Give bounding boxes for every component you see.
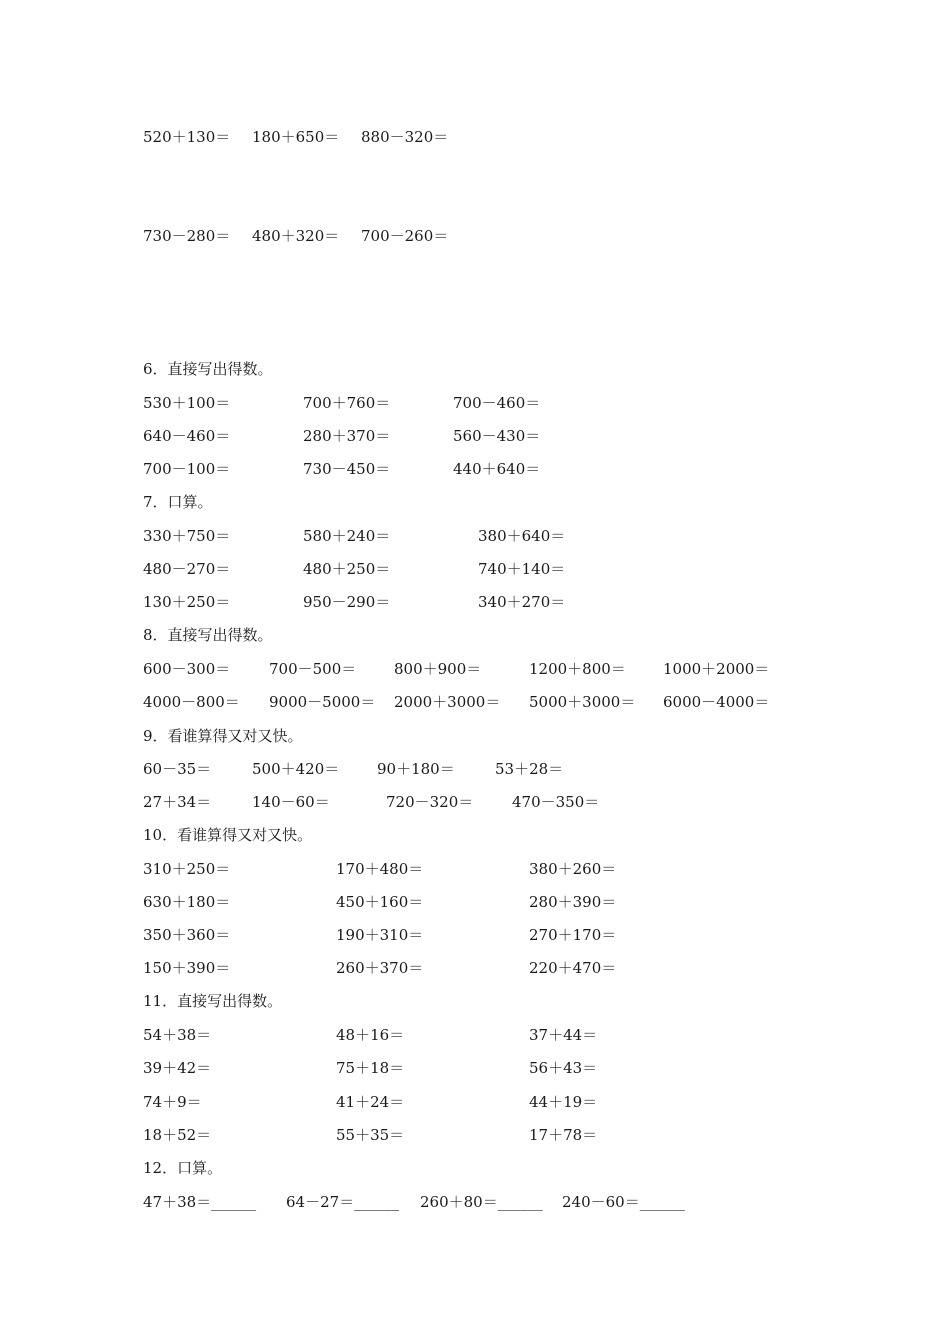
question-9-title: 9．看谁算得又对又快。: [143, 727, 303, 745]
equation: 730－450＝: [303, 460, 391, 478]
equation: 27＋34＝: [143, 793, 212, 811]
equation: 600－300＝: [143, 660, 231, 678]
equation: 130＋250＝: [143, 593, 231, 611]
equation: 260＋370＝: [336, 959, 424, 977]
equation: 520＋130＝: [143, 128, 231, 146]
exercise-row: [0, 392, 950, 414]
equation: 700－260＝: [361, 227, 449, 245]
equation-blank: 260＋80＝______: [420, 1193, 543, 1211]
exercise-row: [0, 957, 950, 979]
exercise-row: [0, 1057, 950, 1079]
equation: 190＋310＝: [336, 926, 424, 944]
equation: 170＋480＝: [336, 860, 424, 878]
question-10-title: 10．看谁算得又对又快。: [143, 826, 313, 844]
equation: 41＋24＝: [336, 1093, 405, 1111]
equation: 74＋9＝: [143, 1093, 202, 1111]
equation: 740＋140＝: [478, 560, 566, 578]
equation: 380＋640＝: [478, 527, 566, 545]
equation: 37＋44＝: [529, 1026, 598, 1044]
equation: 720－320＝: [386, 793, 474, 811]
question-title: [0, 624, 950, 646]
equation: 55＋35＝: [336, 1126, 405, 1144]
equation: 90＋180＝: [377, 760, 455, 778]
equation: 18＋52＝: [143, 1126, 212, 1144]
equation: 470－350＝: [512, 793, 600, 811]
equation: 630＋180＝: [143, 893, 231, 911]
equation: 440＋640＝: [453, 460, 541, 478]
exercise-row: [0, 1091, 950, 1113]
equation: 17＋78＝: [529, 1126, 598, 1144]
exercise-row: [0, 858, 950, 880]
equation: 9000－5000＝: [269, 693, 376, 711]
question-6-title: 6．直接写出得数。: [143, 360, 273, 378]
equation-blank: 64－27＝______: [286, 1193, 400, 1211]
exercise-row: [0, 891, 950, 913]
equation: 800＋900＝: [394, 660, 482, 678]
exercise-row: [0, 126, 950, 148]
exercise-row: [0, 658, 950, 680]
equation: 560－430＝: [453, 427, 541, 445]
question-title: [0, 824, 950, 846]
equation: 700＋760＝: [303, 394, 391, 412]
question-title: [0, 990, 950, 1012]
exercise-row: [0, 924, 950, 946]
equation: 48＋16＝: [336, 1026, 405, 1044]
equation: 1000＋2000＝: [663, 660, 770, 678]
exercise-row: [0, 558, 950, 580]
exercise-row: [0, 591, 950, 613]
equation: 340＋270＝: [478, 593, 566, 611]
equation-blank: 47＋38＝______: [143, 1193, 257, 1211]
equation: 270＋170＝: [529, 926, 617, 944]
equation: 220＋470＝: [529, 959, 617, 977]
equation: 5000＋3000＝: [529, 693, 636, 711]
equation: 140－60＝: [252, 793, 330, 811]
equation: 54＋38＝: [143, 1026, 212, 1044]
equation: 500＋420＝: [252, 760, 340, 778]
equation: 53＋28＝: [495, 760, 564, 778]
equation: 700－100＝: [143, 460, 231, 478]
equation: 480＋320＝: [252, 227, 340, 245]
question-title: [0, 358, 950, 380]
equation: 1200＋800＝: [529, 660, 626, 678]
equation: 280＋370＝: [303, 427, 391, 445]
exercise-row: [0, 691, 950, 713]
question-11-title: 11．直接写出得数。: [143, 992, 283, 1010]
question-8-title: 8．直接写出得数。: [143, 626, 273, 644]
equation: 180＋650＝: [252, 128, 340, 146]
equation: 56＋43＝: [529, 1059, 598, 1077]
question-12-title: 12．口算。: [143, 1159, 223, 1177]
equation: 44＋19＝: [529, 1093, 598, 1111]
equation: 350＋360＝: [143, 926, 231, 944]
equation: 4000－800＝: [143, 693, 240, 711]
question-title: [0, 725, 950, 747]
equation: 450＋160＝: [336, 893, 424, 911]
exercise-row: [0, 458, 950, 480]
equation: 75＋18＝: [336, 1059, 405, 1077]
exercise-row: [0, 758, 950, 780]
equation: 310＋250＝: [143, 860, 231, 878]
exercise-row: [0, 1024, 950, 1046]
exercise-row: [0, 425, 950, 447]
equation: 950－290＝: [303, 593, 391, 611]
equation: 280＋390＝: [529, 893, 617, 911]
exercise-row: [0, 525, 950, 547]
equation: 700－460＝: [453, 394, 541, 412]
equation: 640－460＝: [143, 427, 231, 445]
equation-blank: 240－60＝______: [562, 1193, 685, 1211]
question-title: [0, 1157, 950, 1179]
equation: 530＋100＝: [143, 394, 231, 412]
question-7-title: 7．口算。: [143, 493, 213, 511]
exercise-row: [0, 791, 950, 813]
equation: 880－320＝: [361, 128, 449, 146]
equation: 380＋260＝: [529, 860, 617, 878]
exercise-row: [0, 225, 950, 247]
equation: 330＋750＝: [143, 527, 231, 545]
equation: 580＋240＝: [303, 527, 391, 545]
equation: 39＋42＝: [143, 1059, 212, 1077]
exercise-row: [0, 1124, 950, 1146]
question-title: [0, 491, 950, 513]
equation: 700－500＝: [269, 660, 357, 678]
equation: 2000＋3000＝: [394, 693, 501, 711]
exercise-row: [0, 1191, 950, 1213]
equation: 150＋390＝: [143, 959, 231, 977]
equation: 6000－4000＝: [663, 693, 770, 711]
equation: 60－35＝: [143, 760, 212, 778]
equation: 480－270＝: [143, 560, 231, 578]
equation: 730－280＝: [143, 227, 231, 245]
equation: 480＋250＝: [303, 560, 391, 578]
